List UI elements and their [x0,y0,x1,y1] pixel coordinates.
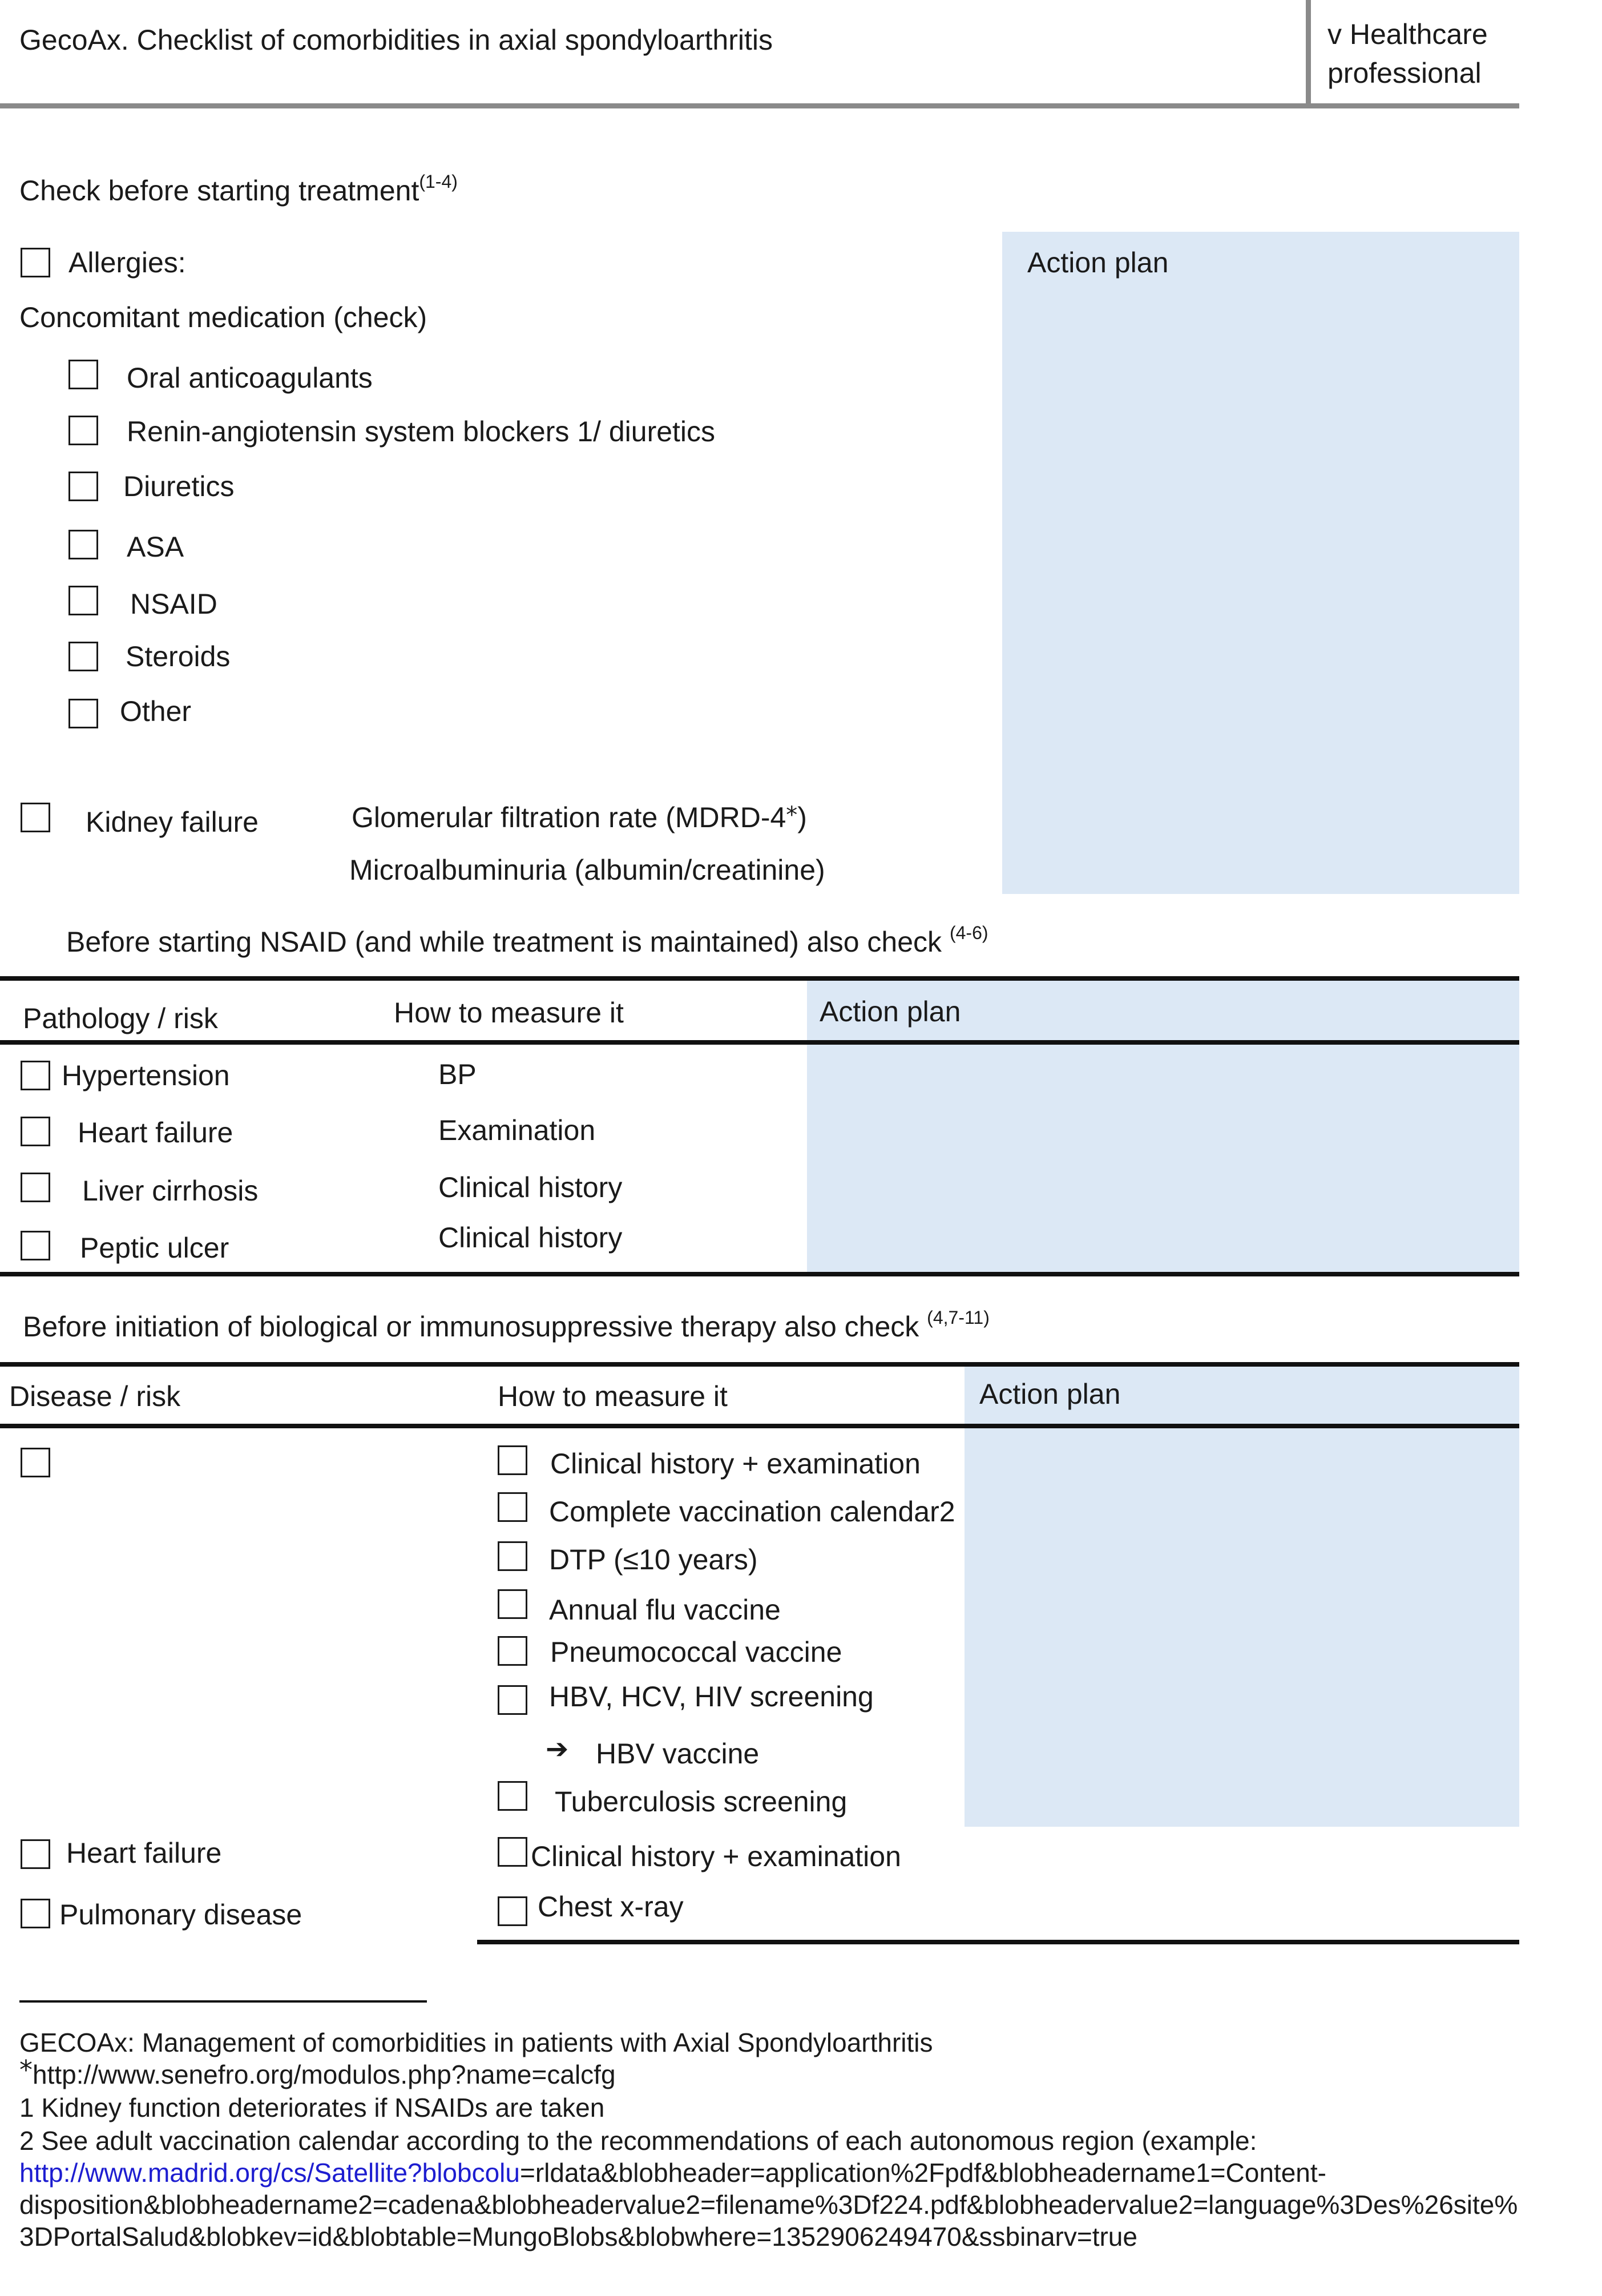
infection-risk-checkbox[interactable] [21,1448,50,1477]
heart-failure-measure-label: Clinical history + examination [531,1840,901,1872]
infection-check-label: Pneumococcal vaccine [550,1636,842,1668]
check-heart-failure-measure[interactable] [498,1837,527,1867]
gfr-label: Glomerular filtration rate (MDRD-4*) [352,801,807,833]
madrid-vaccination-link[interactable]: http://www.madrid.org/cs/Satellite?blobcolu [19,2158,520,2188]
heart-failure-checkbox-2[interactable] [21,1839,50,1869]
med-checkbox-nsaid[interactable] [68,586,98,615]
check-clinical-history-examination[interactable] [498,1445,527,1475]
footnote-separator [19,2000,427,2003]
arrow-right-icon: ➔ [546,1733,569,1765]
header-divider [1306,0,1311,108]
measure-clinical-history: Clinical history [438,1222,623,1254]
hbv-vaccine-label: HBV vaccine [596,1738,760,1770]
asterisk-mark: * [19,2055,33,2085]
action-plan-area-1[interactable] [1002,232,1519,894]
med-checkbox-steroids[interactable] [68,642,98,671]
infection-check-label: Complete vaccination calendar2 [549,1496,955,1528]
section1-heading: Check before starting treatment$^{(1-4)}$ [19,171,458,207]
med-checkbox-oral-anticoagulants[interactable] [68,360,98,389]
tuberculosis-label: Tuberculosis screening [555,1786,848,1818]
pathology-peptic-ulcer: Peptic ulcer [80,1232,229,1264]
infection-check-label: HBV, HCV, HIV screening [549,1681,874,1713]
med-label: NSAID [130,588,217,620]
heart-failure-checkbox[interactable] [21,1117,50,1146]
footnote-2: 2 See adult vaccination calendar according to the recommendations of each autonomous region (example: [19,2126,1257,2156]
col-action-header: Action plan [820,996,961,1028]
med-label: ASA [127,531,184,563]
microalbuminuria-label: Microalbuminuria (albumin/creatinine) [349,854,825,886]
section3-heading: Before initiation of biological or immunosuppressive therapy also check $^{(4,7-11)}$ [23,1307,990,1343]
pathology-hypertension: Hypertension [62,1060,230,1091]
measure-examination: Examination [438,1114,596,1146]
check-hbv-hcv-hiv[interactable] [498,1685,527,1715]
measure-clinical-history: Clinical history [438,1171,623,1203]
med-label: Diuretics [123,470,235,502]
heart-failure-label-2: Heart failure [66,1837,222,1869]
pathology-heart-failure: Heart failure [78,1117,233,1149]
check-vaccination-calendar[interactable] [498,1492,527,1522]
pathology-liver-cirrhosis: Liver cirrhosis [82,1175,259,1207]
infection-check-label: Clinical history + examination [550,1448,921,1480]
allergies-label: Allergies: [68,247,186,279]
pulmonary-disease-checkbox[interactable] [21,1899,50,1928]
footnote-gecoax: GECOAx: Management of comorbidities in patients with Axial Spondyloarthritis [19,2028,933,2057]
infection-check-label: DTP (≤10 years) [549,1544,758,1576]
col-pathology-header: Pathology / risk [23,1002,218,1034]
liver-cirrhosis-checkbox[interactable] [21,1173,50,1202]
chest-xray-label: Chest x-ray [538,1891,684,1923]
med-checkbox-diuretics[interactable] [68,472,98,501]
med-label: Renin-angiotensin system blockers 1/ diuretics [127,416,716,448]
check-chest-xray[interactable] [498,1896,527,1926]
med-label: Steroids [126,641,231,672]
section1-ref: (1-4) [419,171,458,192]
asterisk-mark: * [786,802,798,828]
check-dtp[interactable] [498,1541,527,1571]
footnote-star: *http://www.senefro.org/modulos.php?name=calcfg [19,2055,616,2089]
table2-bottom-rule [0,1272,1519,1276]
action-plan-area-3[interactable] [965,1367,1519,1827]
hypertension-checkbox[interactable] [21,1061,50,1090]
page-title: GecoAx. Checklist of comorbidities in axial spondyloarthritis [19,24,773,56]
check-pneumococcal-vaccine[interactable] [498,1636,527,1666]
section2-heading: Before starting NSAID (and while treatment is maintained) also check $^{(4-6)}$ [66,923,988,958]
header-rule [0,103,1519,108]
med-checkbox-other[interactable] [68,699,98,728]
section3-ref: (4,7-11) [927,1307,990,1328]
footnote-2-line4: 3DPortalSalud&blobkev=id&blobtable=MungoBlobs&blobwhere=1352906249470&ssbinarv=true [19,2222,1137,2251]
col-measure-header: How to measure it [394,997,624,1029]
med-label: Other [120,695,192,727]
audience-line2: professional [1327,57,1482,89]
footnote-1: 1 Kidney function deteriorates if NSAIDs are taken [19,2093,605,2122]
med-label: Oral anticoagulants [127,362,373,394]
med-checkbox-asa[interactable] [68,530,98,559]
concomitant-heading: Concomitant medication (check) [19,301,427,333]
check-tuberculosis[interactable] [498,1781,527,1811]
table3-top-rule [0,1362,1519,1367]
peptic-ulcer-checkbox[interactable] [21,1231,50,1260]
measure-bp: BP [438,1058,477,1090]
med-checkbox-ras-blockers[interactable] [68,416,98,445]
col-measure-header: How to measure it [498,1380,728,1412]
allergies-checkbox[interactable] [21,248,50,277]
table2-header-rule [0,1040,1519,1045]
table3-header-rule [0,1424,1519,1428]
table3-bottom-rule [477,1940,1519,1944]
audience-line1: v Healthcare [1327,18,1488,50]
infection-check-label: Annual flu vaccine [549,1594,781,1626]
kidney-failure-label: Kidney failure [86,806,259,838]
col-disease-header: Disease / risk [9,1380,181,1412]
table2-top-rule [0,976,1519,981]
check-flu-vaccine[interactable] [498,1589,527,1619]
section2-ref: (4-6) [949,923,988,943]
action-plan-label-1: Action plan [1027,247,1169,279]
footnote-2-line3: disposition&blobheadername2=cadena&blobheadervalue2=filename%3Df224.pdf&blobheadervalue2=language%3Des%26site% [19,2190,1518,2220]
footnote-2-link-line: http://www.madrid.org/cs/Satellite?blobcolu=rldata&blobheader=application%2Fpdf&blobheadername1=Content- [19,2158,1326,2188]
pulmonary-disease-label: Pulmonary disease [59,1899,302,1931]
col-action-header: Action plan [979,1378,1121,1410]
kidney-failure-checkbox[interactable] [21,803,50,832]
